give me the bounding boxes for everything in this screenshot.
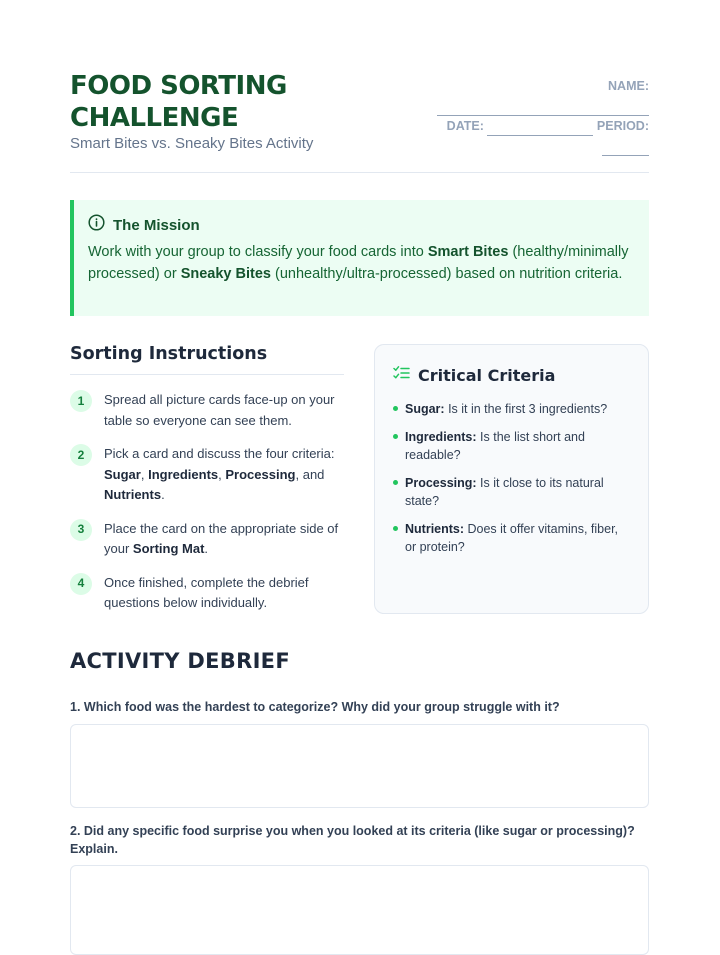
criteria-text: Is it in the first 3 ingredients? (444, 402, 608, 416)
mission-title: The Mission (113, 216, 200, 234)
mission-box (70, 200, 649, 316)
criteria-label: Sugar: (405, 402, 445, 416)
step-text: Spread all picture cards face-up on your table so everyone can see them. (104, 392, 335, 428)
name-label: NAME: (608, 79, 649, 93)
criterion-term: Processing (225, 466, 296, 482)
title-line-1: FOOD SORTING (70, 71, 287, 101)
step-text: Once finished, complete the debrief questions below individually. (104, 574, 309, 610)
mission-text-part: Work with your group to classify your food cards into (88, 244, 428, 260)
criteria-text: Is it close to its natural state? (405, 476, 604, 508)
sorting-instructions (70, 344, 344, 614)
checklist-icon (393, 365, 410, 386)
step-number: 2 (70, 444, 92, 466)
step-number: 3 (70, 519, 92, 541)
instruction-step (70, 573, 344, 614)
period-label: PERIOD: (596, 119, 649, 133)
step-text-part: , (218, 466, 226, 482)
criteria-header (393, 365, 630, 386)
mission-header (88, 214, 631, 236)
name-field[interactable] (437, 103, 649, 116)
info-icon (88, 214, 105, 236)
page-title (70, 70, 370, 134)
critical-criteria-card (374, 344, 649, 614)
mission-text-part: (unhealthy/ultra-processed) based on nutrition criteria. (270, 265, 623, 282)
period-field[interactable] (602, 143, 649, 156)
debrief-question-1: 1. Which food was the hardest to categorize? Why did your group struggle with it? (70, 700, 560, 714)
student-info (434, 76, 649, 156)
answer-box-1[interactable] (70, 724, 649, 808)
instruction-step (70, 519, 344, 560)
sorting-mat-term: Sorting Mat (132, 541, 205, 556)
date-field[interactable] (487, 123, 593, 136)
criteria-item (393, 428, 630, 464)
step-text-part: . (161, 487, 165, 502)
answer-box-2[interactable] (70, 865, 649, 955)
step-text (104, 519, 344, 560)
criteria-list (393, 400, 630, 556)
debrief-title: ACTIVITY DEBRIEF (70, 649, 290, 673)
criteria-text: Does it offer vitamins, fiber, or protein? (405, 522, 619, 554)
step-text-part: , and (295, 466, 325, 482)
page-subtitle: Smart Bites vs. Sneaky Bites Activity (70, 135, 314, 152)
criteria-label: Nutrients: (405, 522, 465, 536)
step-number: 1 (70, 390, 92, 412)
criteria-item (393, 520, 630, 556)
date-label: DATE: (446, 119, 484, 133)
step-text-part: , (140, 466, 149, 482)
criteria-item (393, 400, 630, 418)
criteria-text: Is the list short and readable? (405, 430, 585, 462)
step-text (104, 444, 344, 506)
step-text-part: . (204, 541, 209, 556)
step-number: 4 (70, 573, 92, 595)
smart-bites-term: Smart Bites (427, 244, 509, 260)
debrief-question-2: 2. Did any specific food surprise you when you looked at its criteria (like sugar or processing)? Explain. (70, 824, 635, 856)
instruction-steps (70, 390, 344, 614)
step-text-part: Pick a card and discuss the four criteria: (104, 446, 335, 461)
header (70, 0, 649, 173)
instructions-title: Sorting Instructions (70, 344, 344, 375)
criterion-term: Ingredients (148, 466, 219, 482)
criterion-term: Sugar (104, 466, 141, 482)
worksheet-page (70, 0, 649, 856)
mission-text-part: (healthy/minimally processed) or (88, 244, 629, 282)
title-line-2: CHALLENGE (70, 103, 239, 133)
mission-text (88, 242, 631, 285)
sneaky-bites-term: Sneaky Bites (180, 265, 271, 282)
criteria-title: Critical Criteria (418, 366, 556, 385)
instruction-step (70, 444, 344, 506)
criteria-item (393, 474, 630, 510)
criteria-label: Processing: (405, 476, 477, 490)
criteria-label: Ingredients: (405, 430, 477, 444)
step-text-part: Place the card on the appropriate side of your (104, 520, 339, 556)
criterion-term: Nutrients (104, 487, 162, 502)
instruction-step (70, 390, 344, 431)
